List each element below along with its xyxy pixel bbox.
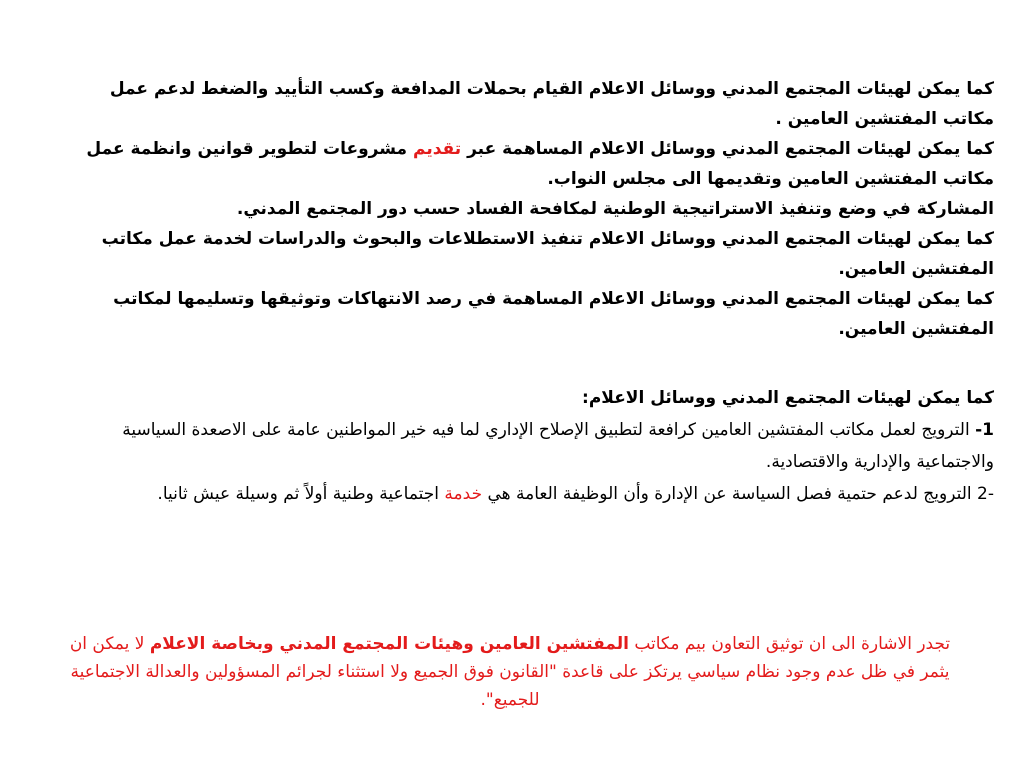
list-item-1 bbox=[56, 414, 994, 478]
list-heading: كما يمكن لهيئات المجتمع المدني ووسائل الاعلام: bbox=[582, 388, 994, 408]
paragraph-4 bbox=[56, 224, 994, 284]
footer-note bbox=[60, 630, 960, 714]
list-item-1-number: 1- bbox=[975, 420, 994, 440]
paragraph-2-text-a: كما يمكن لهيئات المجتمع المدني ووسائل الاعلام المساهمة عبر bbox=[461, 139, 994, 159]
paragraph-1 bbox=[56, 74, 994, 134]
numbered-list bbox=[56, 382, 994, 510]
intro-paragraphs bbox=[56, 74, 994, 344]
paragraph-1-text: كما يمكن لهيئات المجتمع المدني ووسائل الاعلام القيام بحملات المدافعة وكسب التأييد والضغط لدعم عمل مكاتب المفتشين العامين . bbox=[109, 79, 994, 129]
paragraph-2 bbox=[56, 134, 994, 194]
paragraph-4-text: كما يمكن لهيئات المجتمع المدني ووسائل الاعلام تنفيذ الاستطلاعات والبحوث والدراسات لخدمة عمل مكاتب المفتشين العامين. bbox=[101, 229, 994, 279]
paragraph-3 bbox=[56, 194, 994, 224]
list-item-2-text-a: الترويج لدعم حتمية فصل السياسة عن الإدارة وأن الوظيفة العامة هي bbox=[482, 484, 978, 504]
footer-text-b: لا يمكن ان يثمر في ظل عدم وجود نظام سياسي يرتكز على قاعدة "القانون فوق الجميع ولا استثناء لجرائم المسؤولين والعدالة الاجتماعية للجميع". bbox=[69, 634, 950, 710]
list-item-2 bbox=[56, 478, 994, 510]
paragraph-5 bbox=[56, 284, 994, 344]
list-item-1-text: الترويج لعمل مكاتب المفتشين العامين كرافعة لتطبيق الإصلاح الإداري لما فيه خير المواطنين عامة على الاصعدة السياسية والاجتماعية والإدارية والاقتصادية. bbox=[122, 420, 994, 472]
footer-emphasis: المفتشين العامين وهيئات المجتمع المدني وبخاصة الاعلام bbox=[149, 634, 629, 654]
list-item-2-text-b: اجتماعية وطنية أولاً ثم وسيلة عيش ثانيا. bbox=[157, 484, 445, 504]
paragraph-5-text: كما يمكن لهيئات المجتمع المدني ووسائل الاعلام المساهمة في رصد الانتهاكات وتوثيقها وتسليمها لمكاتب المفتشين العامين. bbox=[113, 289, 994, 339]
paragraph-2-highlight: تقديم bbox=[413, 139, 462, 159]
paragraph-3-text: المشاركة في وضع وتنفيذ الاستراتيجية الوطنية لمكافحة الفساد حسب دور المجتمع المدني. bbox=[236, 199, 994, 219]
list-item-2-highlight: خدمة bbox=[444, 484, 483, 504]
paragraph-2-text-b: مشروعات لتطوير قوانين وانظمة عمل مكاتب المفتشين العامين وتقديمها الى مجلس النواب. bbox=[86, 139, 994, 189]
footer-text-a: تجدر الاشارة الى ان توثيق التعاون بيم مكاتب bbox=[628, 634, 951, 654]
list-item-2-number: -2 bbox=[977, 484, 994, 504]
